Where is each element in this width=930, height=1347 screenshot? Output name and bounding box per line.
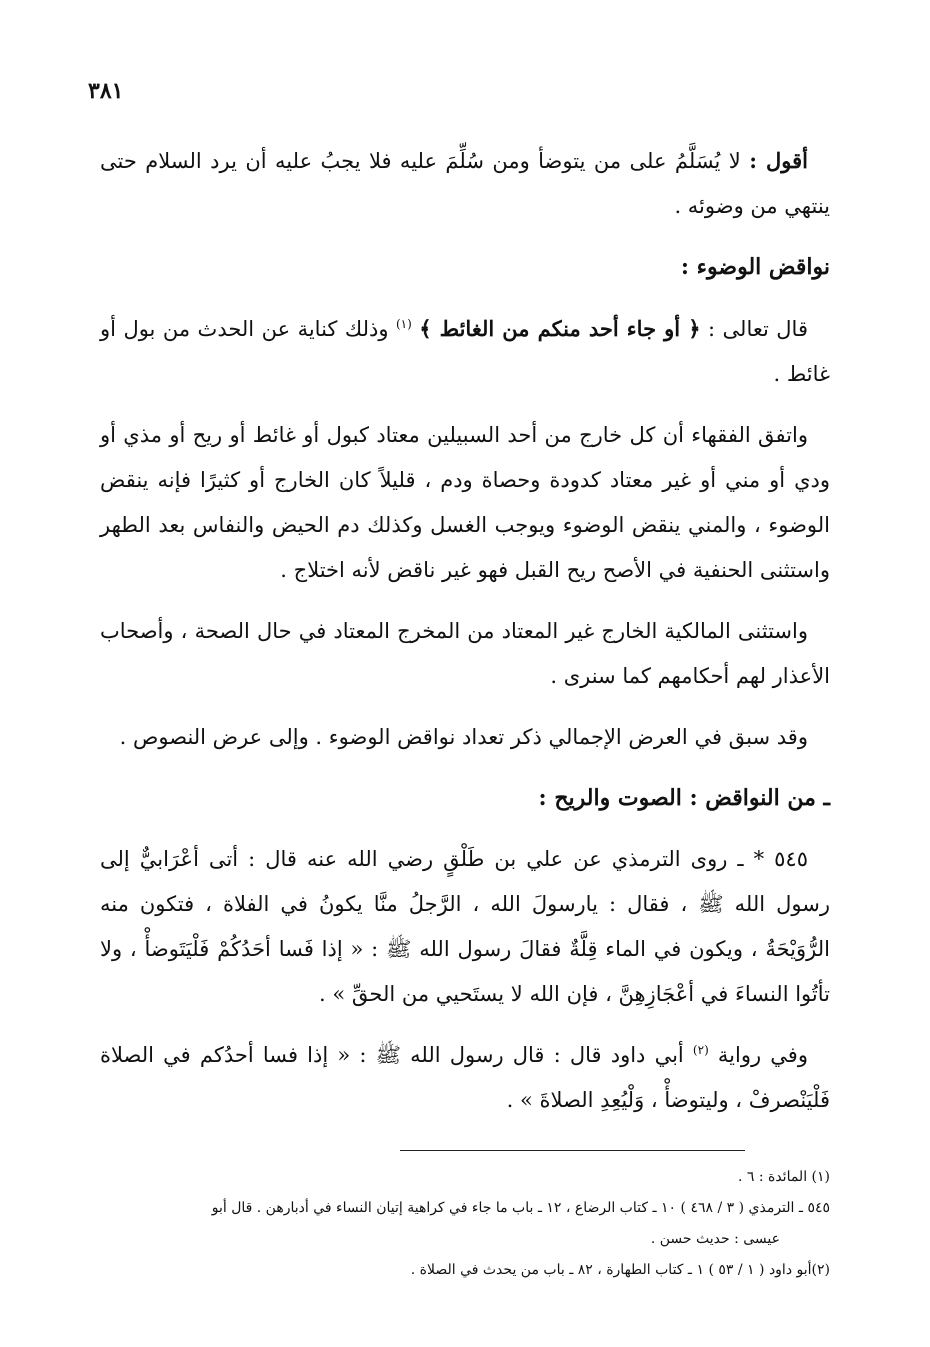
- paragraph-1-lead: أقول :: [749, 148, 808, 173]
- paragraph-7-before: وفي رواية: [708, 1043, 808, 1067]
- footnote-divider: [400, 1150, 745, 1151]
- paragraph-2-intro: قال تعالى :: [700, 317, 808, 341]
- hadith-545: ٥٤٥ * ـ روى الترمذي عن علي بن طَلْقٍ رضي الله عنه قال : أتى أعْرَابيٌّ إلى رسول الله ﷺ ، فقال : يارسولَ الله ، الرَّجلُ منَّا يكونُ في الفلاة ، فتكون منه الرُّوَيْحَةُ ، ويكون في الماء قِلَّةٌ فقالَ رسول الله ﷺ : « إذا فَسا أحَدُكُمْ فَلْيَتَوضأْ ، ولا تأتُوا النساءَ في أعْجَازِهِنَّ ، فإن الله لا يستَحيي من الحقِّ » .: [100, 847, 830, 1006]
- footnote-ref-1: (١): [395, 317, 412, 331]
- paragraph-3: واتفق الفقهاء أن كل خارج من أحد السبيلين معتاد كبول أو غائط أو ريح أو مذي أو ودي أو مني أو غير معتاد كدودة وحصاة ودم ، قليلاً كان الخارج أو كثيرًا فإنه ينقض الوضوء ، والمني ينقض الوضوء ويوجب الغسل وكذلك دم الحيض والنفاس بعد الطهر واستثنى الحنفية في الأصح ريح القبل فهو غير ناقض لأنه اختلاج .: [100, 423, 830, 582]
- footnote-2: (٢)أبو داود ( ١ / ٥٣ ) ١ ـ كتاب الطهارة ، ٨٢ ـ باب من يحدث في الصلاة .: [410, 1262, 830, 1278]
- footnote-545: ٥٤٥ ـ الترمذي ( ٣ / ٤٦٨ ) ١٠ ـ كتاب الرضاع ، ١٢ ـ باب ما جاء في كراهية إتيان النساء في أدبارهن . قال أبو: [211, 1200, 830, 1216]
- paragraph-7: [100, 1033, 830, 1123]
- paragraph-2: [100, 306, 830, 397]
- paragraph-1-text: لا يُسَلَّمُ على من يتوضأ ومن سُلِّمَ عليه فلا يجبُ عليه أن يرد السلام حتى ينتهي من وضوئه .: [100, 149, 830, 218]
- heading-nawaqid: نواقض الوضوء :: [680, 254, 830, 280]
- page-number: ٣٨١: [88, 78, 124, 104]
- footnote-545-cont: عيسى : حديث حسن .: [650, 1231, 780, 1247]
- paragraph-4: واستثنى المالكية الخارج غير المعتاد من المخرج المعتاد في حال الصحة ، وأصحاب الأعذار لهم أحكامهم كما سنرى .: [100, 619, 830, 688]
- paragraph-1: [100, 138, 830, 229]
- footnote-ref-2: (٢): [692, 1043, 709, 1057]
- heading-sound-wind: ـ من النواقض : الصوت والريح :: [538, 785, 830, 811]
- paragraph-2-rest: وذلك كناية عن الحدث من بول أو غائط .: [100, 317, 830, 386]
- quran-quote: ﴿ أو جاء أحد منكم من الغائط ﴾: [419, 316, 701, 341]
- paragraph-7-after: أبي داود قال : قال رسول الله ﷺ : « إذا فسا أحدُكم في الصلاة فَلْيَنْصرفْ ، وليتوضأْ ، وَلْيُعِدِ الصلاةَ » .: [100, 1043, 830, 1112]
- footnotes: [100, 1162, 830, 1286]
- paragraph-5: وقد سبق في العرض الإجمالي ذكر تعداد نواقض الوضوء . وإلى عرض النصوص .: [119, 725, 808, 749]
- main-text: [100, 138, 830, 1139]
- footnote-1: (١) المائدة : ٦ .: [737, 1169, 830, 1185]
